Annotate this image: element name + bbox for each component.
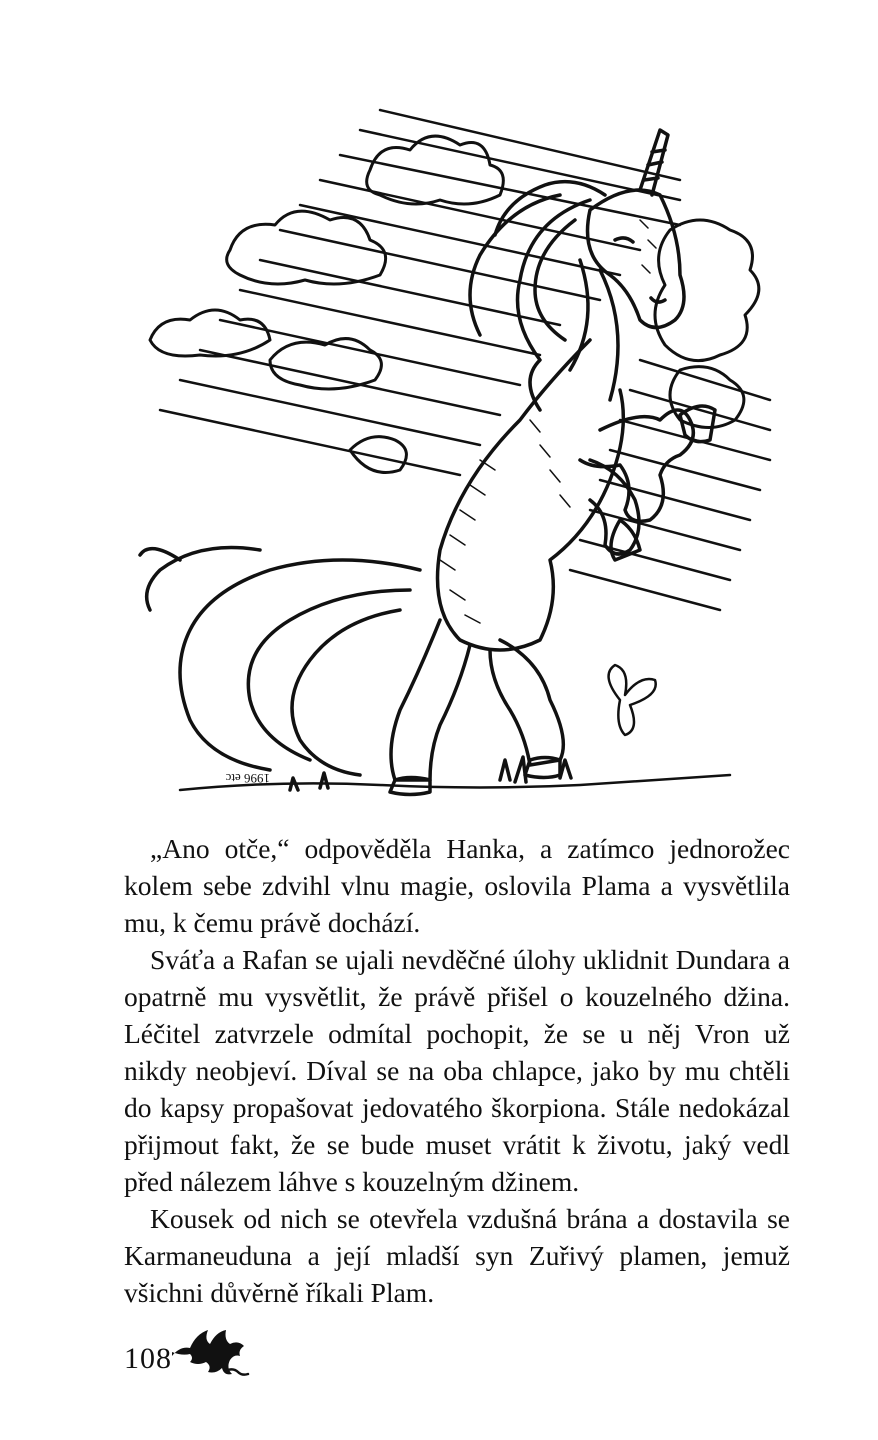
dragon-icon	[168, 1326, 250, 1378]
page-footer	[124, 1322, 264, 1382]
paragraph-3: Kousek od nich se otevřela vzdušná brána a dostavila se Karmaneuduna a její mladší syn Zuřivý plamen, jemuž všichni důvěrně říkali Plam.	[124, 1203, 790, 1308]
wind-lines	[160, 110, 770, 610]
unicorn-illustration	[120, 100, 800, 800]
page-number: 108	[124, 1342, 172, 1375]
body-text	[124, 830, 790, 1311]
unicorn-figure	[140, 130, 730, 795]
clouds	[150, 136, 759, 472]
paragraph-1: „Ano otče,“ odpověděla Hanka, a zatímco jednorožec kolem sebe zdvihl vlnu magie, oslovila Plama a vysvětlila mu, k čemu právě dochází.	[124, 833, 790, 938]
artist-signature: 1996 etc	[225, 771, 270, 786]
paragraph-2: Sváťa a Rafan se ujali nevděčné úlohy uklidnit Dundara a opatrně mu vysvětlit, že právě přišel o kouzelného džina. Léčitel zatvrzele odmítal pochopit, že se u něj Vron už nikdy neobjeví. Díval se na oba chlapce, jako by mu chtěli do kapsy propašovat jedovatého škorpiona. Stále nedokázal přijmout fakt, že se bude muset vrátit k životu, jaký vedl před nálezem láhve s kouzelným džinem.	[124, 944, 790, 1197]
